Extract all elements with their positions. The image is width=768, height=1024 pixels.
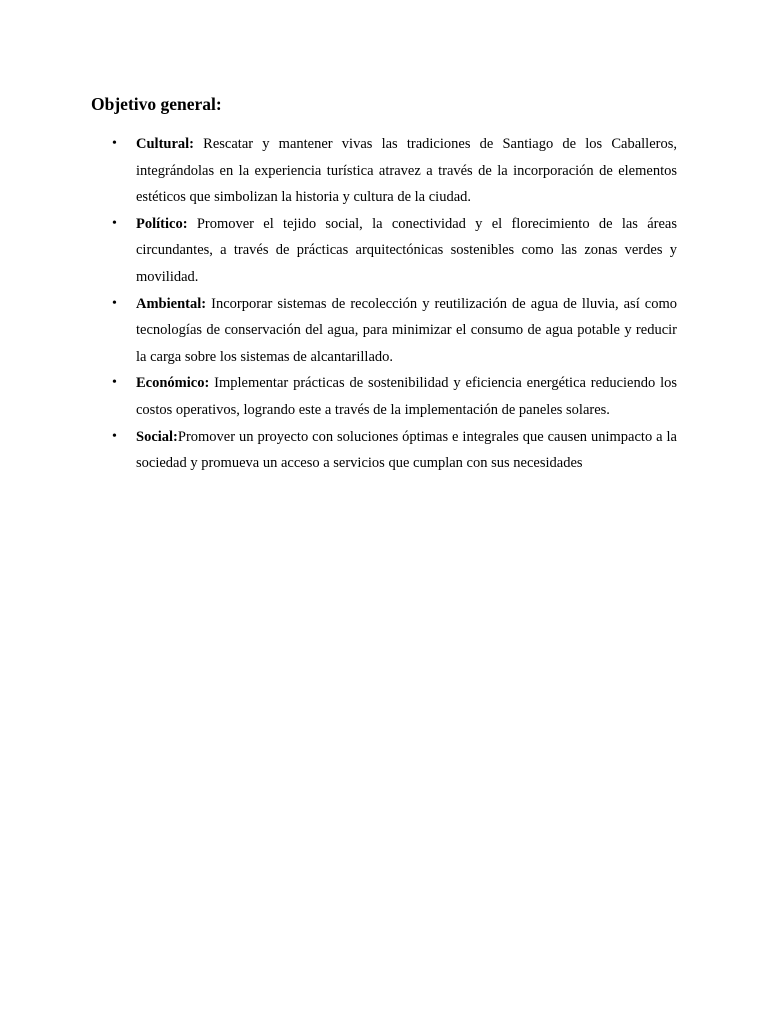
item-term: Económico: xyxy=(136,375,210,392)
bullet-icon: • xyxy=(112,136,117,151)
item-text: Implementar prácticas de sostenibilidad y eficiencia energética reduciendo los costos operativos, logrando este a través de la implementación de paneles solares. xyxy=(136,375,677,418)
item-term: Cultural: xyxy=(136,136,194,152)
bullet-icon: • xyxy=(112,375,117,391)
bullet-icon: • xyxy=(112,428,117,444)
item-term: Ambiental: xyxy=(136,295,207,312)
bullet-icon: • xyxy=(112,215,117,231)
list-item-ambiental xyxy=(112,291,677,371)
list-item-politico xyxy=(112,211,677,291)
item-text: Promover un proyecto con soluciones óptimas e integrales que causen unimpacto a la sociedad y promueva un acceso a servicios que cumplan con sus necesidades xyxy=(136,428,677,472)
item-term: Político: xyxy=(136,215,188,232)
item-text: Rescatar y mantener vivas las tradiciones de Santiago de los Caballeros, integrándolas en la experiencia turística atravez a través de la incorporación de elementos estéticos que simbolizan la historia y cultura de la ciudad. xyxy=(136,136,677,206)
bullet-icon: • xyxy=(112,295,117,311)
item-text: Incorporar sistemas de recolección y reutilización de agua de lluvia, así como tecnologías de conservación del agua, para minimizar el consumo de agua potable y reducir la carga sobre los sistemas de alcantarillado. xyxy=(136,295,677,365)
objectives-list xyxy=(0,131,768,477)
section-heading: Objetivo general: xyxy=(91,94,222,114)
list-item-cultural xyxy=(112,131,677,211)
item-text: Promover el tejido social, la conectividad y el florecimiento de las áreas circundantes, a través de prácticas arquitectónicas sostenibles como las zonas verdes y movilidad. xyxy=(136,215,677,285)
item-term: Social: xyxy=(136,428,178,445)
list-item-social xyxy=(112,424,677,477)
list-item-economico xyxy=(112,370,677,423)
